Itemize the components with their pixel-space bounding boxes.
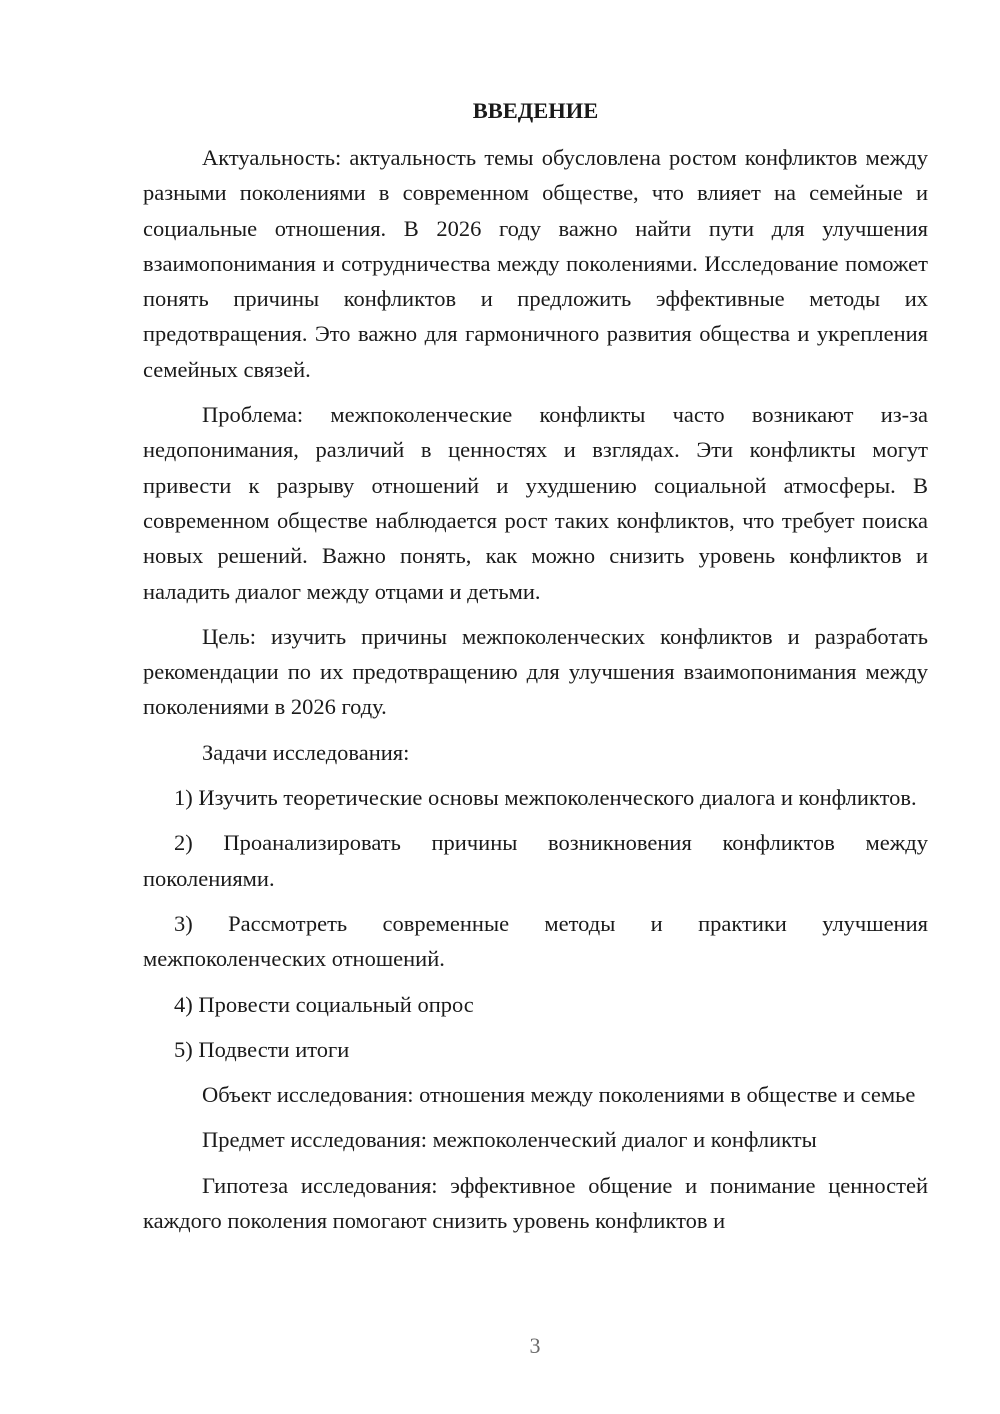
- paragraph-object: Объект исследования: отношения между поколениями в обществе и семье: [202, 1082, 916, 1108]
- tasks-heading: Задачи исследования:: [202, 739, 410, 765]
- paragraph-hypothesis: Гипотеза исследования: эффективное общение и понимание ценностей каждого поколения помогают снизить уровень конфликтов и: [143, 1172, 928, 1234]
- task-item-2: 2) Проанализировать причины возникновения конфликтов между поколениями.: [143, 830, 928, 891]
- task-item-4: 4) Провести социальный опрос: [174, 991, 474, 1017]
- page-content: [143, 93, 928, 1248]
- page-number: 3: [529, 1333, 541, 1358]
- paragraph-problem: Проблема: межпоколенческие конфликты часто возникают из-за недопонимания, различий в ценностях и взглядах. Эти конфликты могут привести к разрыву отношений и ухудшению социальной атмосферы. В современном обществе наблюдается рост таких конфликтов, что требует поиска новых решений. Важно понять, как можно снизить уровень конфликтов и наладить диалог между отцами и детьми.: [143, 402, 928, 604]
- task-item-1: 1) Изучить теоретические основы межпоколенческого диалога и конфликтов.: [174, 785, 917, 811]
- paragraph-subject: Предмет исследования: межпоколенческий диалог и конфликты: [202, 1127, 817, 1153]
- paragraph-relevance: Актуальность: актуальность темы обусловлена ростом конфликтов между разными поколениями в современном обществе, что влияет на семейные и социальные отношения. В 2026 году важно найти пути для улучшения взаимопонимания и сотрудничества между поколениями. Исследование поможет понять причины конфликтов и предложить эффективные методы их предотвращения. Это важно для гармоничного развития общества и укрепления семейных связей.: [143, 145, 928, 382]
- page-title: ВВЕДЕНИЕ: [472, 98, 599, 123]
- task-item-5: 5) Подвести итоги: [174, 1036, 350, 1062]
- paragraph-goal: Цель: изучить причины межпоколенческих конфликтов и разработать рекомендации по их предотвращению для улучшения взаимопонимания между поколениями в 2026 году.: [143, 623, 928, 720]
- task-item-3: 3) Рассмотреть современные методы и практики улучшения межпоколенческих отношений.: [143, 910, 928, 972]
